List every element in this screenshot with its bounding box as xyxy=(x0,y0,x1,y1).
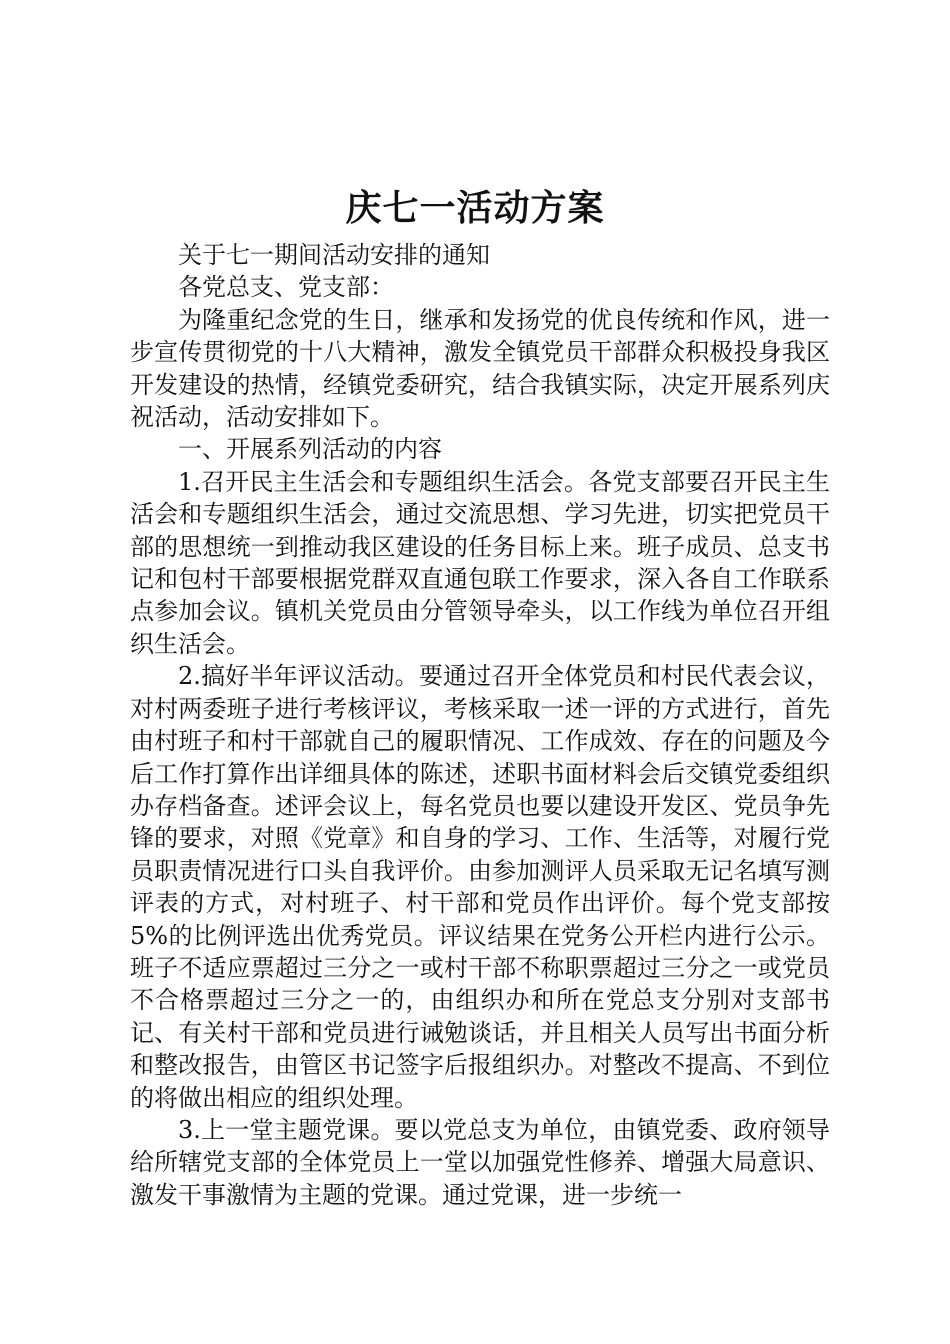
intro-paragraph: 为隆重纪念党的生日，继承和发扬党的优良传统和作风，进一步宣传贯彻党的十八大精神，激发全镇党员干部群众积极投身我区开发建设的热情，经镇党委研究，结合我镇实际，决定开展系列庆祝活动，活动安排如下。 xyxy=(130,305,830,432)
item-paragraph-1: 1.召开民主生活会和专题组织生活会。各党支部要召开民主生活会和专题组织生活会，通过交流思想、学习先进，切实把党员干部的思想统一到推动我区建设的任务目标上来。班子成员、总支书记和包村干部要根据党群双直通包联工作要求，深入各自工作联系点参加会议。镇机关党员由分管领导牵头，以工作线为单位召开组织生活会。 xyxy=(130,467,830,658)
document-body xyxy=(130,239,830,1211)
notice-heading: 关于七一期间活动安排的通知 xyxy=(178,241,490,269)
item-paragraph-2: 2.搞好半年评议活动。要通过召开全体党员和村民代表会议，对村两委班子进行考核评议，考核采取一述一评的方式进行，首先由村班子和村干部就自己的履职情况、工作成效、存在的问题及今后工作打算作出详细具体的陈述，述职书面材料会后交镇党委组织办存档备查。述评会议上，每名党员也要以建设开发区、党员争先锋的要求，对照《党章》和自身的学习、工作、生活等，对履行党员职责情况进行口头自我评价。由参加测评人员采取无记名填写测评表的方式，对村班子、村干部和党员作出评价。每个党支部按5%的比例评选出优秀党员。评议结果在党务公开栏内进行公示。班子不适应票超过三分之一或村干部不称职票超过三分之一或党员不合格票超过三分之一的，由组织办和所在党总支分别对支部书记、有关村干部和党员进行诫勉谈话，并且相关人员写出书面分析和整改报告，由管区书记签字后报组织办。对整改不提高、不到位的将做出相应的组织处理。 xyxy=(130,662,830,1112)
salutation: 各党总支、党支部： xyxy=(178,273,394,302)
section-heading: 一、开展系列活动的内容 xyxy=(178,435,442,464)
item-paragraph-3: 3.上一堂主题党课。要以党总支为单位，由镇党委、政府领导给所辖党支部的全体党员上一堂以加强党性修养、增强大局意识、激发干事激情为主题的党课。通过党课，进一步统一 xyxy=(130,1115,830,1209)
document-title: 庆七一活动方案 xyxy=(345,187,605,229)
